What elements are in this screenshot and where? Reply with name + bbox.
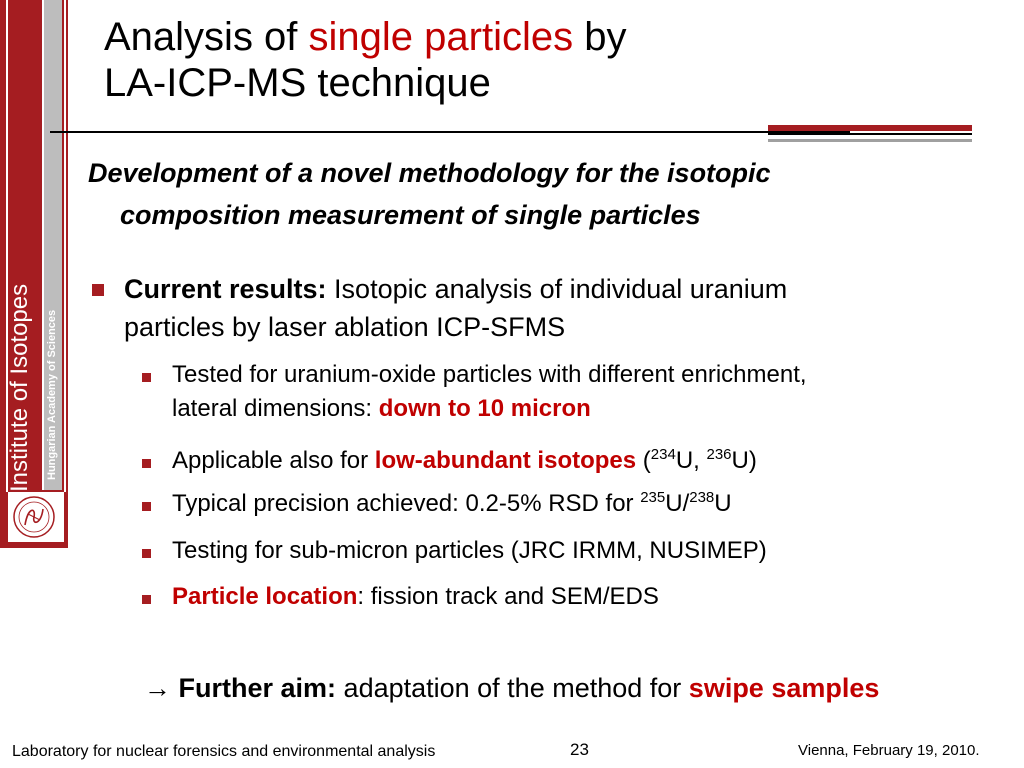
arrow-right-icon: → (144, 673, 171, 703)
sub-bullet-1-highlight: down to 10 micron (378, 395, 591, 422)
sub-bullet-1-line2 (142, 392, 1012, 426)
sub-bullet-2 (142, 444, 1012, 478)
accent-line (768, 133, 972, 135)
sub-bullet-4-text: Testing for sub-micron particles (JRC IRMM, NUSIMEP) (172, 537, 767, 564)
sub-bullet-2-open: ( (636, 447, 651, 474)
sub-bullet-3 (142, 487, 1012, 521)
title-part2: by (573, 15, 627, 59)
title-highlight: single particles (308, 15, 574, 59)
footer-date: Vienna, February 19, 2010. (798, 742, 980, 759)
main-bullet (92, 270, 992, 346)
subheading (88, 152, 988, 236)
subheading-line1: Development of a novel methodology for the isotopic (88, 158, 771, 188)
isotope-mass-234: 234 (650, 446, 676, 463)
sub-bullet-5-text: : fission track and SEM/EDS (357, 583, 659, 610)
sub-bullet-3-u1: U/ (665, 490, 690, 517)
sub-bullet-2-u2: U) (731, 447, 757, 474)
footer-lab-name: Laboratory for nuclear forensics and environmental analysis (12, 743, 436, 760)
page-number: 23 (570, 740, 589, 759)
sub-bullet-2-line (142, 444, 1012, 478)
sub-bullet-5-line (142, 580, 1012, 614)
sub-bullet-5 (142, 580, 1012, 614)
square-bullet-icon (142, 373, 151, 382)
slide-title (104, 14, 626, 106)
academy-label: Hungarian Academy of Sciences (46, 309, 58, 480)
further-aim-text: adaptation of the method for (336, 673, 689, 703)
accent-gray-line (768, 139, 972, 142)
further-aim-label: Further aim: (178, 673, 337, 703)
title-divider (50, 131, 850, 133)
title-part1: Analysis of (104, 15, 309, 59)
isotope-mass-236: 236 (706, 446, 732, 463)
sub-bullet-1 (142, 358, 1012, 426)
sub-bullet-4 (142, 534, 1012, 568)
main-bullet-text2: particles by laser ablation ICP-SFMS (124, 312, 566, 342)
sub-bullet-3-u2: U (714, 490, 732, 517)
subheading-line2: composition measurement of single particles (120, 200, 701, 230)
sub-bullet-2-highlight: low-abundant isotopes (374, 447, 637, 474)
sub-bullet-2-text: Applicable also for (172, 447, 375, 474)
further-aim-highlight: swipe samples (688, 673, 880, 703)
further-aim (144, 670, 879, 706)
logo-icon (8, 492, 60, 542)
institute-logo (6, 492, 66, 542)
sub-bullet-2-u1: U, (675, 447, 707, 474)
institute-label: Institute of Isotopes (6, 283, 33, 492)
accent-bar (768, 125, 972, 131)
title-line2: LA-ICP-MS technique (104, 61, 491, 105)
sub-bullet-1-text: lateral dimensions: (172, 395, 379, 422)
sidebar (0, 0, 68, 548)
sub-bullet-5-highlight: Particle location (172, 583, 358, 610)
main-bullet-text1: Isotopic analysis of individual uranium (326, 274, 788, 304)
square-bullet-icon (142, 502, 151, 511)
square-bullet-icon (142, 549, 151, 558)
sub-bullet-3-text: Typical precision achieved: 0.2-5% RSD for (172, 490, 641, 517)
isotope-mass-235: 235 (640, 489, 666, 506)
main-bullet-line1 (92, 270, 992, 308)
square-bullet-icon (142, 459, 151, 468)
square-bullet-icon (142, 595, 151, 604)
sub-bullet-3-line (142, 487, 1012, 521)
isotope-mass-238: 238 (689, 489, 715, 506)
sub-bullet-1-line1: Tested for uranium-oxide particles with different enrichment, (172, 361, 807, 388)
square-bullet-icon (92, 284, 104, 296)
main-bullet-label: Current results: (124, 274, 327, 304)
